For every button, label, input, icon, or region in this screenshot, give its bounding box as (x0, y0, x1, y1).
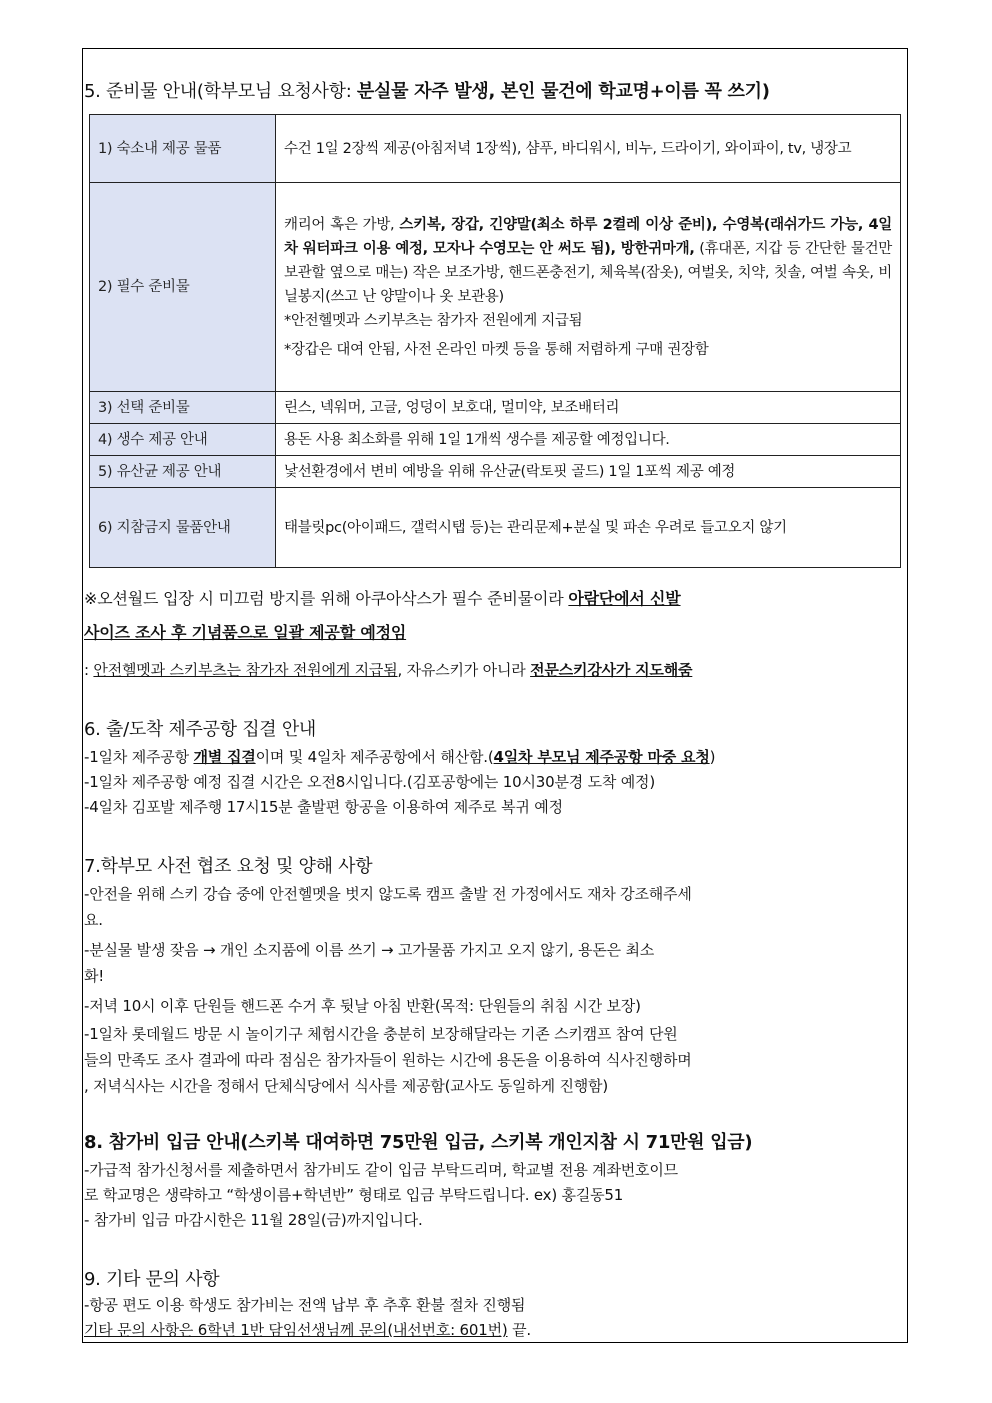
row-label: 3) 선택 준비물 (90, 392, 276, 424)
section-9-heading: 9. 기타 문의 사항 (84, 1269, 220, 1290)
section-5-heading: 5. 준비물 안내(학부모님 요청사항: 분실물 자주 발생, 본인 물건에 학교명+이름 꼭 쓰기) (84, 81, 770, 102)
table-row (90, 183, 901, 392)
list-item: -항공 편도 이용 학생도 참가비는 전액 납부 후 추후 환불 절차 진행됨 (84, 1296, 526, 1314)
list-item: 요. (84, 911, 103, 929)
section-9-body (84, 1293, 906, 1343)
list-item: 들의 만족도 조사 결과에 따라 점심은 참가자들이 원하는 시간에 용돈을 이용하여 식사진행하며 (84, 1051, 692, 1069)
list-item: -1일차 제주공항 예정 집결 시간은 오전8시입니다.(김포공항에는 10시30분경 도착 예정) (84, 773, 655, 791)
table-row (90, 488, 901, 568)
list-item: -4일차 김포발 제주행 17시15분 출발편 항공을 이용하여 제주로 복귀 예정 (84, 798, 563, 816)
section-6-heading: 6. 출/도착 제주공항 집결 안내 (84, 719, 316, 740)
helmet-note: *안전헬멧과 스키부츠는 참가자 전원에게 지급됨 (284, 312, 583, 329)
row-value: 낯선환경에서 변비 예방을 위해 유산균(락토핏 골드) 1일 1포씩 제공 예정 (276, 456, 901, 488)
preparation-table (89, 114, 901, 568)
section-8-body (84, 1158, 906, 1233)
list-item: -안전을 위해 스키 강습 중에 안전헬멧을 벗지 않도록 캠프 출발 전 가정에서도 재차 강조해주세 (84, 885, 692, 903)
row-label: 2) 필수 준비물 (90, 183, 276, 392)
row-value: 태블릿pc(아이패드, 갤럭시탭 등)는 관리문제+분실 및 파손 우려로 들고오지 않기 (276, 488, 901, 568)
list-item: , 저녁식사는 시간을 정해서 단체식당에서 식사를 제공함(교사도 동일하게 진행함) (84, 1077, 608, 1095)
row-value: 캐리어 혹은 가방, 스키복, 장갑, 긴양말(최소 하루 2켤레 이상 준비), 수영복(래쉬가드 가능, 4일차 워터파크 이용 예정, 모자나 수영모는 안 써도 됨), 방한귀마개, (휴대폰, 지갑 등 간단한 물건만 보관할 옆으로 매는) 작은 보조가방, 핸드폰충전기, 체육복(잠옷), 여벌옷, 치약, 칫솔, 여벌 속옷, 비닐봉지(쓰고 난 양말이나 옷 보관용) *안전헬멧과 스키부츠는 참가자 전원에게 지급됨 *장갑은 대여 안됨, 사전 온라인 마켓 등을 통해 저렴하게 구매 권장함 (276, 183, 901, 392)
row-label: 4) 생수 제공 안내 (90, 424, 276, 456)
list-item: 로 학교명은 생략하고 “학생이름+학년반” 형태로 입금 부탁드립니다. ex) 홍길동51 (84, 1186, 624, 1204)
list-item: -분실물 발생 잦음 → 개인 소지품에 이름 쓰기 → 고가물품 가지고 오지 않기, 용돈은 최소 (84, 941, 655, 959)
table-row (90, 424, 901, 456)
table-row (90, 456, 901, 488)
section-7-heading: 7.학부모 사전 협조 요청 및 양해 사항 (84, 856, 373, 877)
row-value: 용돈 사용 최소화를 위해 1일 1개씩 생수를 제공할 예정입니다. (276, 424, 901, 456)
gloves-note: *장갑은 대여 안됨, 사전 온라인 마켓 등을 통해 저렴하게 구매 권장함 (284, 341, 709, 358)
list-item: - 참가비 입금 마감시한은 11월 28일(금)까지입니다. (84, 1211, 423, 1229)
table-row (90, 392, 901, 424)
list-item: -1일차 제주공항 개별 집결이며 및 4일차 제주공항에서 해산함.(4일차 부모님 제주공항 마중 요청) (84, 748, 716, 766)
row-label: 5) 유산균 제공 안내 (90, 456, 276, 488)
list-item: 기타 문의 사항은 6학년 1반 담임선생님께 문의(내선번호: 601번) 끝. (84, 1321, 531, 1339)
table-row (90, 115, 901, 183)
ski-instructor-note: : 안전헬멧과 스키부츠는 참가자 전원에게 지급됨, 자유스키가 아니라 전문스키강사가 지도해줌 (84, 661, 693, 679)
section-8-heading: 8. 참가비 입금 안내(스키복 대여하면 75만원 입금, 스키복 개인지참 시 71만원 입금) (84, 1132, 753, 1153)
row-value: 린스, 넥워머, 고글, 엉덩이 보호대, 멀미약, 보조배터리 (276, 392, 901, 424)
row-value: 수건 1일 2장씩 제공(아침저녁 1장씩), 샴푸, 바디워시, 비누, 드라이기, 와이파이, tv, 냉장고 (276, 115, 901, 183)
list-item: 화! (84, 967, 105, 985)
aqua-socks-note: ※오션월드 입장 시 미끄럼 방지를 위해 아쿠아삭스가 필수 준비물이라 아람단에서 신발 사이즈 조사 후 기념품으로 일괄 제공할 예정임 (84, 589, 681, 642)
section-7-body (84, 881, 906, 1099)
row-label: 1) 숙소내 제공 물품 (90, 115, 276, 183)
section-6-body (84, 745, 906, 820)
row-label: 6) 지참금지 물품안내 (90, 488, 276, 568)
list-item: -가급적 참가신청서를 제출하면서 참가비도 같이 입금 부탁드리며, 학교별 전용 계좌번호이므 (84, 1161, 678, 1179)
list-item: -1일차 롯데월드 방문 시 놀이기구 체험시간을 충분히 보장해달라는 기존 스키캠프 참여 단원 (84, 1025, 678, 1043)
list-item: -저녁 10시 이후 단원들 핸드폰 수거 후 뒷날 아침 반환(목적: 단원들의 취침 시간 보장) (84, 997, 641, 1015)
